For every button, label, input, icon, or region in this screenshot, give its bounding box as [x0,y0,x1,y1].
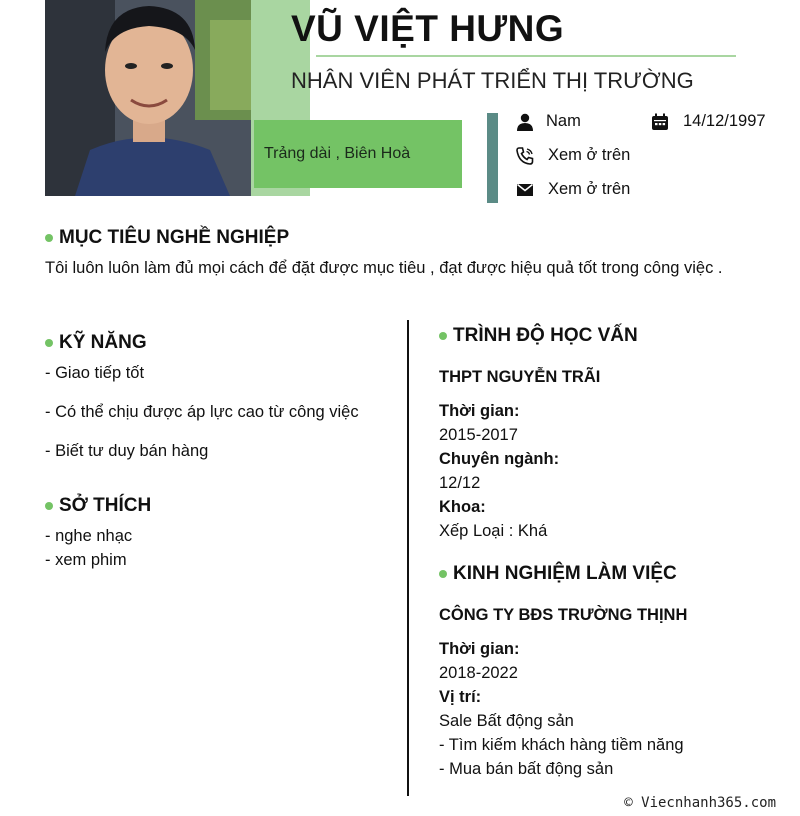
hobby-item: - nghe nhạc [45,527,133,545]
experience-time-label: Thời gian: [439,640,520,658]
skill-item: - Có thể chịu được áp lực cao từ công việc [45,403,359,421]
experience-detail: - Mua bán bất động sản [439,760,614,778]
education-time-label: Thời gian: [439,402,520,420]
bullet-dot [439,570,447,578]
company-name: CÔNG TY BĐS TRƯỜNG THỊNH [439,606,688,624]
bullet-dot [45,502,53,510]
column-divider [407,320,409,796]
calendar-icon [651,113,669,131]
name-underline [316,55,736,57]
profile-photo [45,0,251,196]
experience-title [439,563,677,585]
skill-item: - Giao tiếp tốt [45,364,145,382]
experience-role-label: Vị trí: [439,688,482,706]
experience-time: 2018-2022 [439,664,518,682]
email-value: Xem ở trên [548,180,631,198]
school-name: THPT NGUYỄN TRÃI [439,368,601,386]
address-text: Trảng dài , Biên Hoà [264,145,411,162]
bullet-dot [45,339,53,347]
education-title-text: TRÌNH ĐỘ HỌC VẤN [453,325,638,346]
email-row [516,180,630,199]
hobbies-title [45,495,151,517]
hobbies-title-text: SỞ THÍCH [59,495,152,516]
education-faculty-label: Khoa: [439,498,486,516]
candidate-position: NHÂN VIÊN PHÁT TRIỂN THỊ TRƯỜNG [291,68,694,93]
phone-icon [516,147,534,165]
skills-title [45,332,147,354]
profile-photo-illustration [45,0,251,196]
phone-row [516,146,630,165]
skill-item: - Biết tư duy bán hàng [45,442,209,460]
education-title [439,325,638,347]
gender-row [516,112,581,131]
address-box [254,120,462,188]
education-major: 12/12 [439,474,481,492]
contact-accent-bar [487,113,498,203]
objective-title-text: MỤC TIÊU NGHỀ NGHIỆP [59,227,290,248]
experience-role: Sale Bất động sản [439,712,574,730]
objective-text: Tôi luôn luôn làm đủ mọi cách để đặt được mục tiêu , đạt được hiệu quả tốt trong công việc . [45,259,723,277]
experience-detail: - Tìm kiếm khách hàng tiềm năng [439,736,684,754]
bullet-dot [439,332,447,340]
education-time: 2015-2017 [439,426,518,444]
gender-value: Nam [546,112,581,130]
education-major-label: Chuyên ngành: [439,450,560,468]
birthday-value: 14/12/1997 [683,112,766,130]
phone-value: Xem ở trên [548,146,631,164]
footer-watermark: © Viecnhanh365.com [624,795,776,811]
hobby-item: - xem phim [45,551,127,569]
candidate-name: VŨ VIỆT HƯNG [291,8,565,49]
objective-title [45,227,289,249]
user-icon [516,113,534,131]
experience-title-text: KINH NGHIỆM LÀM VIỆC [453,563,677,584]
skills-title-text: KỸ NĂNG [59,332,147,353]
birthday-row [651,112,766,131]
education-faculty: Xếp Loại : Khá [439,522,548,540]
envelope-icon [516,181,534,199]
bullet-dot [45,234,53,242]
